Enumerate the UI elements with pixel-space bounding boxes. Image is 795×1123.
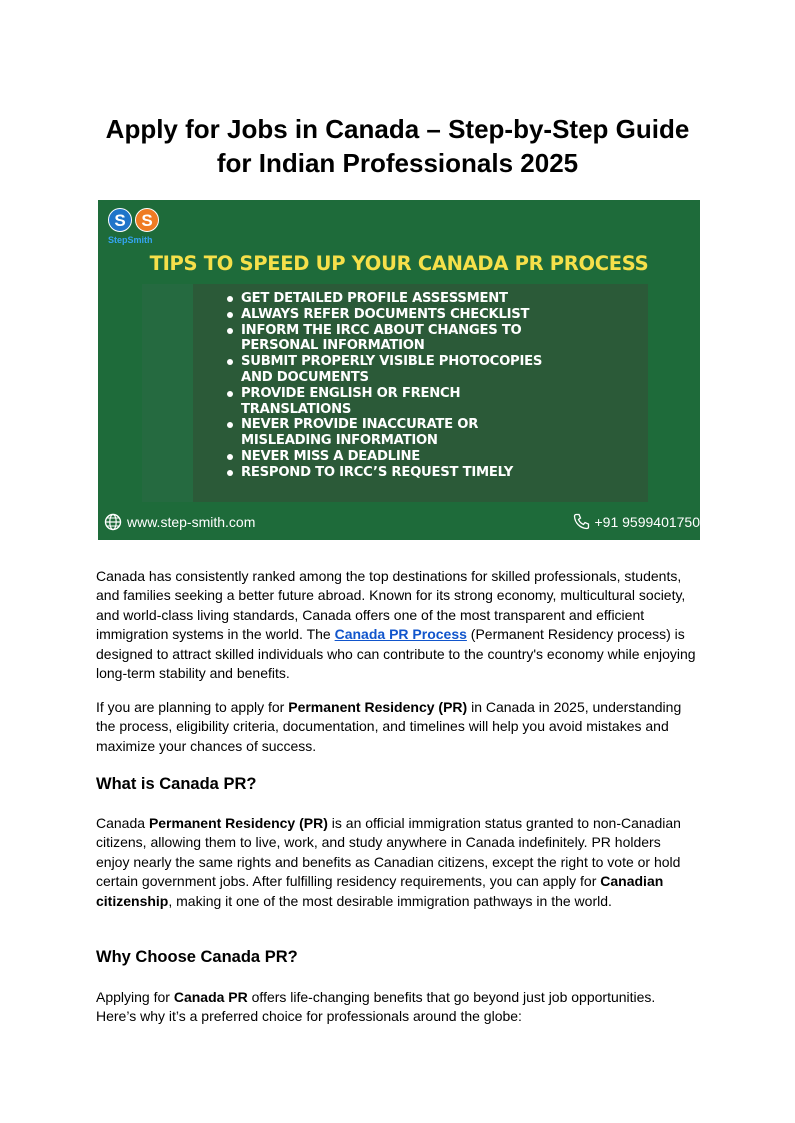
canada-pr-process-link[interactable]: Canada PR Process xyxy=(334,626,467,643)
pr-tips-banner-image xyxy=(98,200,700,540)
page-title-line-1: Apply for Jobs in Canada – Step-by-Step Guide xyxy=(105,114,690,144)
tip-item: GET DETAILED PROFILE ASSESSMENT xyxy=(222,291,552,307)
phone-icon xyxy=(573,513,590,530)
tip-item: RESPOND TO IRCC’S REQUEST TIMELY xyxy=(222,465,552,481)
banner-decor-panel xyxy=(142,284,194,502)
tip-item: ALWAYS REFER DOCUMENTS CHECKLIST xyxy=(222,307,552,323)
tips-list xyxy=(222,291,552,481)
banner-website xyxy=(104,513,255,531)
tip-item: PROVIDE ENGLISH OR FRENCH TRANSLATIONS xyxy=(222,386,552,418)
tip-item: INFORM THE IRCC ABOUT CHANGES TO PERSONAL INFORMATION xyxy=(222,323,552,355)
heading-what-is-canada-pr: What is Canada PR? xyxy=(96,775,257,793)
banner-heading: TIPS TO SPEED UP YOUR CANADA PR PROCESS xyxy=(149,252,649,275)
banner-phone xyxy=(573,513,701,530)
tip-item: SUBMIT PROPERLY VISIBLE PHOTOCOPIES AND DOCUMENTS xyxy=(222,354,552,386)
intro-paragraph-2: If you are planning to apply for Permanent Residency (PR) in Canada in 2025, understanding the process, eligibility criteria, documentation, and timelines will help you avoid mistakes and maximize your chances of success. xyxy=(96,699,682,754)
globe-icon xyxy=(104,513,122,531)
tip-item: NEVER MISS A DEADLINE xyxy=(222,449,552,465)
website-text: www.step-smith.com xyxy=(127,514,256,530)
logo-name: StepSmith xyxy=(108,235,153,245)
page-title-line-2: for Indian Professionals 2025 xyxy=(216,148,579,178)
why-choose-paragraph: Applying for Canada PR offers life-changing benefits that go beyond just job opportunities. Here’s why it’s a preferred choice for professionals around the globe: xyxy=(96,989,656,1025)
tip-item: NEVER PROVIDE INACCURATE OR MISLEADING INFORMATION xyxy=(222,417,552,449)
what-is-pr-paragraph: Canada Permanent Residency (PR) is an official immigration status granted to non-Canadian citizens, allowing them to live, work, and study anywhere in Canada indefinitely. PR holders enjoy nearly the same rights and benefits as Canadian citizens, except the right to vote or hold certain government jobs. After fulfilling residency requirements, you can apply for Canadian citizenship, making it one of the most desirable immigration pathways in the world. xyxy=(96,815,681,909)
phone-text: +91 9599401750 xyxy=(594,513,700,530)
stepsmith-logo xyxy=(106,208,166,248)
intro-paragraph-1: Canada has consistently ranked among the top destinations for skilled professionals, students, and families seeking a better future abroad. Known for its strong economy, multicultural society, and world-class living standards, Canada offers one of the most transparent and efficient immigration systems in the world. The Canada PR Process (Permanent Residency process) is designed to attract skilled individuals who can contribute to the country's economy while enjoying long-term stability and benefits. xyxy=(96,568,696,682)
page-title xyxy=(70,112,725,180)
heading-why-choose-canada-pr: Why Choose Canada PR? xyxy=(96,948,298,966)
logo-letter-2: S xyxy=(135,208,159,232)
logo-letter-1: S xyxy=(108,208,132,232)
